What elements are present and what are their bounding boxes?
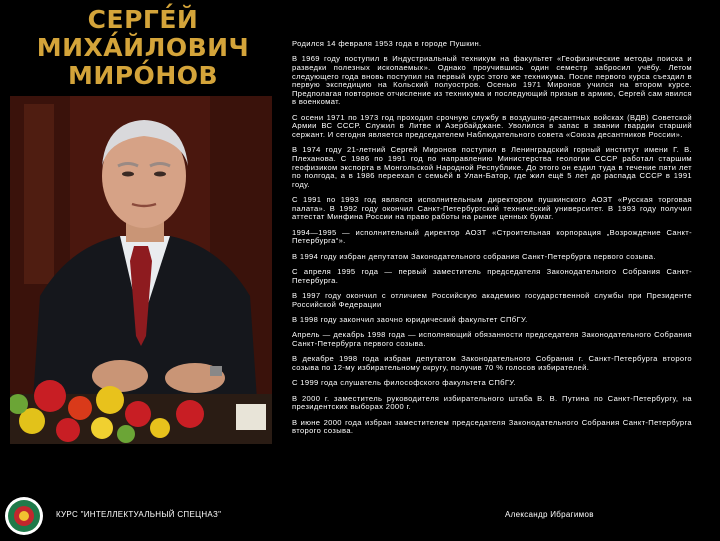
bio-paragraph: С 1991 по 1993 год являлся исполнительным директором пушкинского АОЗТ «Русская торговая палата». В 1992 году окончил Санкт-Петербургский технический университет. В 1993 году получил аттестат Минфина России на право работы на рынке ценных бумаг. <box>292 195 692 222</box>
bio-paragraph: В 1997 году окончил с отличием Российскую академию государственной службы при Президенте Российской Федерации <box>292 291 692 309</box>
page-title <box>18 6 268 90</box>
bio-paragraph: С осени 1971 по 1973 год проходил срочную службу в воздушно-десантных войсках (ВДВ) Советской Армии ВС СССР. Служил в Литве и Азербайджане. Уволился в запас в звании гвардии старший сержант. И сегодня является председателем Наблюдательного совета «Союза десантников России». <box>292 112 692 139</box>
bio-paragraph: В июне 2000 года избран заместителем председателя Законодательного Собрания Санкт-Петербурга второго созыва. <box>292 417 692 436</box>
course-logo-icon <box>4 496 44 536</box>
title-line-first-name: СЕРГЕ́Й <box>87 5 199 34</box>
author-name: Александр Ибрагимов <box>505 510 594 519</box>
bio-paragraph: Родился 14 февраля 1953 года в городе Пушкин. <box>292 39 482 48</box>
bio-paragraph: В 1974 году 21-летний Сергей Миронов поступил в Ленинградский горный институт имени Г. В. Плеханова. С 1986 по 1991 год по направлению Министерства геологии СССР работал старшим геофизиком экспорта в Монгольской Народной Республике. До этого он ездил туда в течение пяти лет по полгода, а в 1986 переехал с семьёй в Улан-Батор, где жил ещё 5 лет до распада СССР в 1991 году. <box>292 145 692 189</box>
portrait-photo <box>10 96 272 444</box>
bio-paragraph: В 1994 году избран депутатом Законодательного собрания Санкт-Петербурга первого созыва. <box>292 251 656 261</box>
bio-paragraph: С 1999 года слушатель философского факультета СПбГУ. <box>292 378 516 388</box>
title-line-patronymic: МИХА́ЙЛОВИЧ <box>36 33 250 62</box>
portrait-illustration <box>10 96 272 444</box>
biography-text <box>292 40 692 443</box>
bio-paragraph: В 2000 г. заместитель руководителя избирательного штаба В. В. Путина по Санкт-Петербургу, на президентских выборах 2000 г. <box>292 393 692 412</box>
bio-paragraph: В 1998 году закончил заочно юридический факультет СПбГУ. <box>292 315 528 325</box>
bio-paragraph: В декабре 1998 года избран депутатом Законодательного Собрания г. Санкт-Петербурга второго созыва по 12-му избирательному округу, получив 70 % голосов избирателей. <box>292 354 692 372</box>
bio-paragraph: Апрель — декабрь 1998 года — исполняющий обязанности председателя Законодательного Собрания Санкт-Петербурга первого созыва. <box>292 330 692 348</box>
bio-paragraph: В 1969 году поступил в Индустриальный техникум на факультет «Геофизические методы поиска и разведки полезных ископаемых». Однако проучившись один семестр забросил учёбу. Летом следующего года вновь поступил на первый курс этого же техникума. После первого курса съездил в первую экспедицию на Кольский полуостров. Осенью 1971 Миронов учился на втором курсе. Предполагая повторное отчисление из техникума и последующий призыв в армию, Сергей сам явился в военкомат. <box>292 54 692 107</box>
title-line-surname: МИРО́НОВ <box>67 61 219 90</box>
bio-paragraph: С апреля 1995 года — первый заместитель председателя Законодательного Собрания Санкт-Петербурга. <box>292 267 692 285</box>
bio-paragraph: 1994—1995 — исполнительный директор АОЗТ «Строительная корпорация „Возрождение Санкт-Петербурга“». <box>292 227 692 246</box>
course-name: КУРС "ИНТЕЛЛЕКТУАЛЬНЫЙ СПЕЦНАЗ" <box>56 510 222 519</box>
